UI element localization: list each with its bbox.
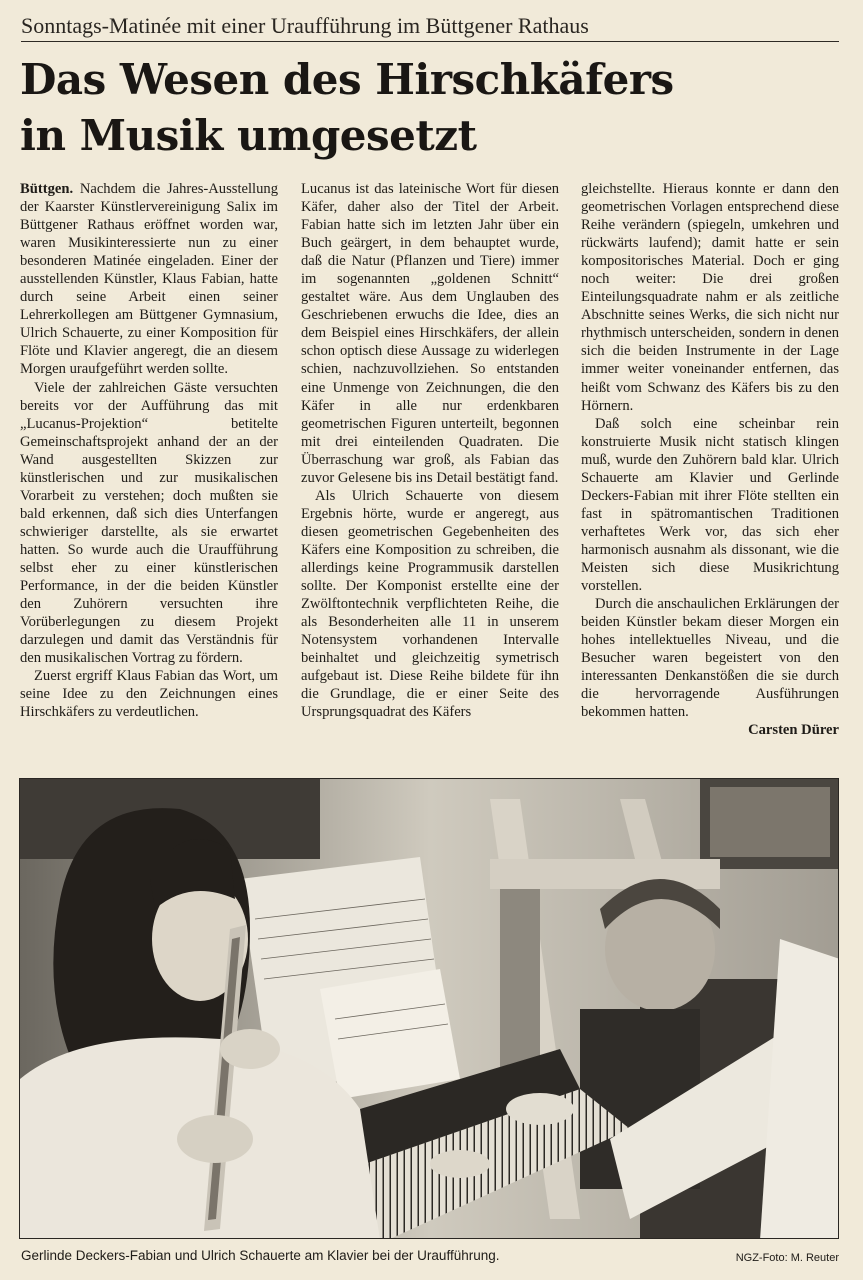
paragraph-2: Viele der zahlreichen Gäste versuchten bereits vor der Aufführung das mit „Lucanus-Projektion“ betitelte Gemeinschaftsprojekt anhand der an der Wand ausgestellten Skizzen zur künstlerischen und zur musikalischen Vorarbeit zu verstehen; doch mußten sie bald erkennen, daß sich dies Unterfangen schwieriger darstellte, als sie erwartet hatten. So wurde auch die Uraufführung selbst eher zu einer künstlerischen Performance, in der die beiden Künstler den Zuhörern versuchten ihre Vorüberlegungen zu diesem Projekt darzulegen und damit das Verständnis für den musikalischen Vortrag zu fördern. bbox=[20, 379, 278, 667]
paragraph-6: gleichstellte. Hieraus konnte er dann den geometrischen Vorlagen entsprechend diese Reihe verändern (spiegeln, umkehren und rückwärts laufend); damit hatte er sein kompositorisches Material. Doch er ging noch weiter: Die drei großen Einteilungsquadrate nahm er als zeitliche Abschnitte seines Werks, die sich nicht nur rhythmisch unterscheiden, sondern in denen sich die beiden Instrumente in der Lage immer weiter voneinander entfernen, das heißt vom Schwanz des Käfers bis zu den Hörnern. bbox=[581, 181, 839, 414]
article-column-3 bbox=[581, 180, 839, 739]
paragraph-5: Als Ulrich Schauerte von diesem Ergebnis hörte, wurde er angeregt, aus diesen geometrischen Gegebenheiten des Käfers eine Komposition zu schreiben, die allerdings keine Programmusik darstellen sollte. Der Komponist erstellte eine der Zwölftontechnik verpflichteten Reihe, die als Besonderheiten alle 11 in unserem Notensystem vorhandenen Intervalle beinhaltet und gleichzeitig symetrisch aufgebaut ist. Diese Reihe bildete für ihn die Grundlage, die er einer Seite des Ursprungsquadrat des Käfers bbox=[301, 487, 559, 721]
photo-credit: NGZ-Foto: M. Reuter bbox=[735, 1252, 839, 1264]
photo-caption: Gerlinde Deckers-Fabian und Ulrich Schauerte am Klavier bei der Uraufführung. bbox=[21, 1248, 500, 1263]
press-photo bbox=[19, 778, 839, 1239]
article-column-1 bbox=[20, 180, 278, 721]
dateline: Büttgen. bbox=[20, 181, 74, 197]
paragraph-8: Durch die anschaulichen Erklärungen der beiden Künstler bekam dieser Morgen ein hohes intellektuelles Niveau, und die Besucher waren begeistert von den interessanten Denkanstößen die sie durch die hervorragende Ausführungen bekommen hatten. bbox=[581, 596, 839, 721]
paragraph-1-text: Nachdem die Jahres-Ausstellung der Kaarster Künstlervereinigung Salix im Büttgener Rathaus eröffnet worden war, waren Musikinteressierte nun zu einer besonderen Matinée eingeladen. Einer der ausstellenden Künstler, Klaus Fabian, hatte durch seine Arbeit einen seiner Lehrerkollegen am Büttgener Gymnasium, Ulrich Schauerte, zu einer Komposition für Flöte und Klavier angeregt, die an diesem Morgen uraufgeführt werden sollte. bbox=[20, 181, 278, 378]
author-byline: Carsten Dürer bbox=[748, 722, 839, 739]
paragraph-3: Zuerst ergriff Klaus Fabian das Wort, um seine Idee zu den Zeichnungen eines Hirschkäfers zu verdeutlichen. bbox=[20, 668, 278, 721]
headline bbox=[20, 52, 840, 164]
kicker-line: Sonntags-Matinée mit einer Uraufführung im Büttgener Rathaus bbox=[21, 12, 839, 42]
paragraph-1 bbox=[20, 180, 278, 379]
headline-line-1: Das Wesen des Hirschkäfers bbox=[20, 55, 674, 104]
photo-illustration bbox=[20, 779, 839, 1239]
paragraph-7: Daß solch eine scheinbar rein konstruierte Musik nicht statisch klingen muß, wurde den Zuhörern bald klar. Ulrich Schauerte am Klavier und Gerlinde Deckers-Fabian mit ihrer Flöte stellten ein fast in spätromantischen Traditionen verhaftetes Werk vor, das sich eher harmonisch ausnahm als dissonant, wie die Meisten sich diese Musikrichtung vorstellen. bbox=[581, 415, 839, 595]
article-column-2 bbox=[301, 180, 559, 721]
headline-line-2: in Musik umgesetzt bbox=[20, 111, 477, 160]
paragraph-4: Lucanus ist das lateinische Wort für diesen Käfer, daher also der Titel der Arbeit. Fabian hatte sich im letzten Jahr über ein Buch geärgert, in dem behauptet wurde, daß die Natur (Pflanzen und Tiere) immer im sogenannten „goldenen Schnitt“ gestaltet wäre. Aus dem Unglauben des Geschriebenen erwuchs die Idee, dies an dem Beispiel eines Hirschkäfers, der allein schon optisch diese Aussage zu widerlegen schien, nachzuvollziehen. So entstanden eine Unmenge von Zeichnungen, die den Käfer in alle nur erdenkbaren geometrischen Figuren unterteilt, begonnen mit drei einteilenden Quadraten. Die Überraschung war groß, als Fabian das zuvor Gelesene bis ins Detail bestätigt fand. bbox=[301, 181, 559, 486]
